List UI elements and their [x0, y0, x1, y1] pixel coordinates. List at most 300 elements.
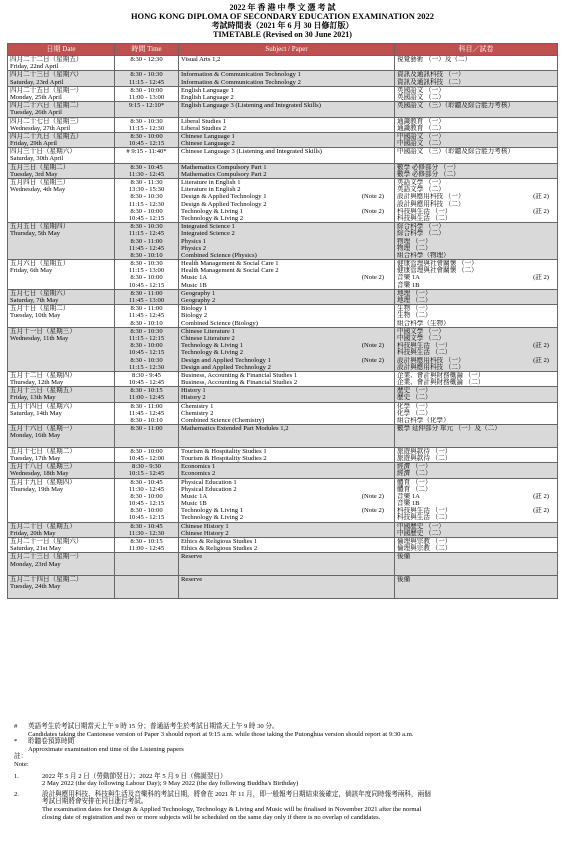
subject-zh-cell: [395, 208, 558, 223]
date-cell-line: Friday, 6th May: [10, 267, 53, 275]
subject-zh-cell-line: 中國語文 （三）（聆聽及綜合能力考核）: [397, 148, 515, 156]
subject-zh-cell-line: 生物 （二）: [397, 312, 432, 320]
time-cell: [115, 538, 179, 553]
time-cell: [115, 289, 179, 304]
date-cell-line: Saturday, 23rd April: [10, 78, 64, 86]
notes-section: [14, 723, 554, 821]
subject-zh-cell-line: 物理 （二）: [397, 244, 432, 252]
subject-zh-cell: [395, 553, 558, 576]
time-cell-line: 8:30 - 10:00: [130, 132, 163, 140]
subject-zh-cell-line: 組合科學（生物）: [397, 319, 450, 327]
time-cell-line: 11:45 - 12:45: [128, 312, 165, 320]
subject-cell-line: Mathematics Extended Part Modules 1,2: [181, 425, 289, 433]
subject-cell-line: Chinese History 2: [181, 529, 229, 537]
note-2-en-1: The examination dates for Design & Applied Technology, Technology & Living and Music will be finalised in November 2021 after the normal: [42, 805, 422, 813]
time-cell: [115, 260, 179, 275]
subject-zh-cell-line: 設計與應用科技 （二）: [397, 363, 465, 371]
time-cell-line: 11:45 - 13:00: [128, 297, 165, 304]
time-cell: [115, 493, 179, 507]
date-cell: [8, 208, 115, 223]
date-cell: [8, 575, 115, 598]
time-cell: [115, 71, 179, 86]
time-cell: [115, 371, 179, 386]
date-cell-line: 五月十日（星期二）: [10, 305, 70, 313]
date-cell-line: Thursday, 12th May: [10, 379, 64, 387]
time-cell-line: 8:30 - 10:10: [130, 251, 163, 259]
time-cell: [115, 208, 179, 223]
subject-zh-cell-line: 設計與應用科技 （一） (註 2): [397, 193, 549, 201]
subject-zh-cell: [395, 193, 558, 207]
date-cell-line: 四月二十五日（星期一）: [10, 86, 83, 94]
subject-zh-cell-line: 科技與生活 （二）: [397, 514, 452, 522]
table-row: [8, 238, 558, 252]
note-1-zh: 2022 年 5 月 2 日（勞動節翌日）；2022 年 5 月 9 日（佛誕翌日）: [42, 772, 227, 780]
table-row: [8, 320, 558, 328]
date-cell-line: Friday, 20th May: [10, 529, 56, 537]
subject-zh-cell-line: 歷史 （二）: [397, 394, 432, 402]
subject-zh-cell: [395, 179, 558, 194]
table-row: [8, 208, 558, 223]
subject-zh-cell-line: 企業、會計與財務概論 （二）: [397, 379, 485, 387]
subject-cell-line: Literature in English 2: [181, 186, 241, 194]
table-row: [8, 148, 558, 163]
subject-zh-cell-line: 中國語文 （一）: [397, 132, 445, 140]
subject-cell-line: Literature in English 1: [181, 179, 241, 186]
date-cell-line: 四月三十日（星期六）: [10, 148, 76, 156]
date-cell: [8, 493, 115, 507]
time-cell-line: 8:30 - 11:00: [130, 289, 163, 297]
subject-cell: [179, 463, 395, 478]
note-1-number: 1.: [14, 772, 19, 780]
subject-cell-line: Liberal Studies 1: [181, 117, 227, 125]
date-cell: [8, 179, 115, 194]
subject-zh-cell: [395, 238, 558, 252]
time-cell-line: 8:30 - 10:10: [130, 417, 163, 424]
subject-zh-cell: [395, 425, 558, 448]
time-cell-line: 11:45 - 12:45: [128, 409, 165, 417]
note-ref-zh: (註 2): [533, 507, 549, 515]
table-row: [8, 305, 558, 320]
time-cell-line: 8:30 - 10:00: [130, 492, 163, 500]
subject-cell-line: Technology & Living 1 (Note 2): [181, 507, 384, 515]
time-cell: [115, 252, 179, 260]
date-cell: [8, 102, 115, 117]
column-header-date: 日期 Date: [8, 44, 115, 56]
date-cell: [8, 522, 115, 537]
subject-zh-cell-line: 英國語文 （三）（聆聽及綜合能力考核）: [397, 102, 515, 110]
table-row: [8, 193, 558, 207]
time-cell-line: 8:30 - 10:45: [130, 163, 163, 171]
date-cell-line: Wednesday, 27th April: [10, 124, 71, 132]
time-cell-line: 8:30 - 11:00: [130, 425, 163, 433]
subject-zh-cell-line: 後備: [397, 575, 411, 583]
subject-zh-cell: [395, 463, 558, 478]
time-cell-line: 8:30 - 9:45: [132, 371, 161, 379]
table-row: [8, 493, 558, 507]
time-cell-line: 8:30 - 10:45: [130, 522, 163, 530]
subject-zh-cell-line: 中國歷史 （二）: [397, 529, 445, 537]
date-cell-line: Saturday, 14th May: [10, 409, 62, 417]
table-row: [8, 478, 558, 493]
subject-cell: [179, 86, 395, 101]
date-cell-line: Friday, 22nd April: [10, 63, 59, 71]
subject-zh-cell-line: 科技與生活 （一） (註 2): [397, 207, 549, 215]
date-cell-line: Tuesday, 10th May: [10, 312, 61, 320]
note-ref-zh: (註 2): [533, 492, 549, 500]
table-row: [8, 86, 558, 101]
subject-zh-cell-line: 中國文學 （一）: [397, 327, 445, 335]
date-cell-line: Wednesday, 4th May: [10, 186, 66, 194]
time-cell: [115, 320, 179, 328]
time-cell-line: 8:30 - 10:00: [130, 86, 163, 94]
date-cell-line: Monday, 23rd May: [10, 560, 61, 568]
subject-zh-cell: [395, 507, 558, 522]
subject-zh-cell-line: 體育 （二）: [397, 485, 432, 493]
subject-cell: [179, 208, 395, 223]
subject-cell-line: Information & Communication Technology 1: [181, 71, 301, 79]
time-cell: [115, 575, 179, 598]
date-cell-line: Saturday, 21st May: [10, 545, 62, 553]
subject-cell-line: Chinese Language 2: [181, 140, 235, 148]
subject-cell-line: History 2: [181, 394, 206, 402]
subject-zh-cell-line: 數學 延伸部分 單元 （一）及（二）: [397, 425, 501, 433]
date-cell-line: 五月十九日（星期四）: [10, 478, 76, 486]
subject-cell-line: Ethics & Religious Studies 1: [181, 538, 258, 545]
table-row: [8, 507, 558, 522]
subject-cell: [179, 223, 395, 238]
subject-zh-cell: [395, 417, 558, 425]
date-cell-line: 四月二十七日（星期三）: [10, 117, 83, 125]
time-cell-line: 8:30 - 10:00: [130, 274, 163, 282]
hash-note-zh: 英語考生於考試日期當天上午 9 時 15 分；普通話考生於考試日期當天上午 9 時 30 分。: [28, 723, 279, 730]
subject-zh-cell: [395, 260, 558, 275]
time-cell: [115, 507, 179, 522]
subject-cell: [179, 522, 395, 537]
table-row: [8, 163, 558, 178]
subject-cell: [179, 342, 395, 356]
column-header-subject: Subject / Paper: [179, 44, 395, 56]
page-header: [0, 0, 565, 39]
time-cell-line: 11:15 - 12:45: [128, 230, 165, 238]
subject-cell-line: Combined Science (Biology): [181, 319, 258, 327]
table-row: [8, 71, 558, 86]
subject-zh-cell-line: 企業、會計與財務概論 （一）: [397, 371, 485, 379]
date-cell-line: Wednesday, 18th May: [10, 470, 69, 478]
date-cell: [8, 148, 115, 163]
subject-cell-line: Health Management & Social Care 2: [181, 267, 279, 275]
date-cell-line: Saturday, 30th April: [10, 155, 64, 163]
time-cell: [115, 117, 179, 132]
subject-cell-line: Chinese Literature 1: [181, 327, 235, 335]
column-header-subject-zh: 科目／試卷: [395, 44, 558, 56]
subject-zh-cell-line: 設計與應用科技 （二）: [397, 200, 465, 208]
subject-zh-cell-line: 設計與應用科技 （一） (註 2): [397, 356, 549, 364]
subject-cell: [179, 252, 395, 260]
table-row: [8, 522, 558, 537]
table-row: [8, 447, 558, 462]
time-cell: [115, 357, 179, 372]
subject-cell-line: Music 1A (Note 2): [181, 274, 384, 282]
subject-zh-cell-line: 化學 （二）: [397, 409, 432, 417]
subject-zh-cell-line: 資訊及通訊科技 （二）: [397, 78, 465, 86]
subject-cell-line: Geography 1: [181, 289, 216, 297]
time-cell: [115, 463, 179, 478]
table-row: [8, 56, 558, 71]
date-cell: [8, 132, 115, 147]
time-cell: [115, 417, 179, 425]
column-header-time: 時間 Time: [115, 44, 179, 56]
time-cell: [115, 522, 179, 537]
subject-cell: [179, 538, 395, 553]
table-row: [8, 575, 558, 598]
subject-zh-cell-line: 通識教育 （一）: [397, 117, 445, 125]
table-row: [8, 402, 558, 417]
date-cell: [8, 538, 115, 553]
subject-zh-cell-line: 英國語文 （二）: [397, 93, 445, 101]
subject-zh-cell: [395, 478, 558, 493]
time-cell: [115, 163, 179, 178]
subject-cell-line: Music 1B: [181, 281, 207, 289]
subject-cell-line: Biology 1: [181, 305, 208, 313]
subject-zh-cell-line: 地理 （一）: [397, 289, 432, 297]
subject-zh-cell-line: 物理 （一）: [397, 237, 432, 245]
note-ref: (Note 2): [361, 342, 384, 350]
date-cell: [8, 289, 115, 304]
subject-cell-line: Physical Education 1: [181, 478, 237, 486]
time-cell-line: 10:45 - 12:15: [128, 349, 165, 357]
time-cell-line: 8:30 - 12:30: [130, 56, 163, 63]
date-cell-line: 五月十四日（星期六）: [10, 402, 76, 410]
subject-zh-cell: [395, 357, 558, 372]
date-cell: [8, 223, 115, 238]
table-row: [8, 117, 558, 132]
date-cell: [8, 327, 115, 342]
date-cell-line: Wednesday, 11th May: [10, 334, 69, 342]
time-cell: [115, 447, 179, 462]
date-cell: [8, 86, 115, 101]
date-cell-line: Saturday, 7th May: [10, 297, 59, 304]
subject-zh-cell: [395, 56, 558, 71]
table-row: [8, 553, 558, 576]
note-ref: (Note 2): [361, 207, 384, 215]
subject-cell: [179, 148, 395, 163]
date-cell-line: 五月十二日（星期四）: [10, 371, 76, 379]
subject-zh-cell-line: 中國歷史 （一）: [397, 522, 445, 530]
subject-cell-line: Tourism & Hospitality Studies 1: [181, 447, 267, 455]
star-note-zh: 聆聽卷預算時間: [28, 738, 75, 746]
time-cell: [115, 193, 179, 207]
subject-cell-line: English Language 3 (Listening and Integrated Skills): [181, 102, 321, 110]
time-cell: [115, 102, 179, 117]
date-cell-line: Thursday, 5th May: [10, 230, 60, 238]
date-cell-line: 五月七日（星期六）: [10, 289, 70, 297]
subject-cell: [179, 327, 395, 342]
notes-label-en: Note:: [14, 760, 29, 768]
title-zh: 2022 年 香 港 中 學 文 憑 考 試: [229, 3, 336, 12]
date-cell-line: 五月三日（星期二）: [10, 163, 70, 171]
subject-zh-cell: [395, 320, 558, 328]
subject-cell-line: Reserve: [181, 553, 203, 561]
table-row: [8, 357, 558, 372]
star-mark: *: [14, 738, 18, 746]
date-cell: [8, 478, 115, 493]
subject-zh-cell-line: 英語文學 （一）: [397, 179, 445, 186]
time-cell: [115, 402, 179, 417]
time-cell: [115, 238, 179, 252]
subject-zh-cell-line: 健康管理與社會關懷 （一）: [397, 260, 478, 268]
subject-cell: [179, 575, 395, 598]
date-cell: [8, 117, 115, 132]
time-cell: [115, 179, 179, 194]
subject-cell: [179, 163, 395, 178]
time-cell: [115, 342, 179, 356]
date-cell: [8, 320, 115, 328]
subject-cell-line: Technology & Living 2: [181, 214, 243, 222]
subject-zh-cell: [395, 252, 558, 260]
subject-zh-cell: [395, 342, 558, 356]
subject-cell-line: Music 1A (Note 2): [181, 492, 384, 500]
subject-cell: [179, 493, 395, 507]
date-cell: [8, 274, 115, 289]
subject-cell: [179, 102, 395, 117]
note-ref: (Note 2): [361, 193, 384, 201]
subject-zh-cell: [395, 289, 558, 304]
notes-label-zh: 註：: [14, 753, 28, 761]
table-row: [8, 252, 558, 260]
subject-zh-cell-line: 體育 （一）: [397, 478, 432, 486]
subject-zh-cell: [395, 575, 558, 598]
subject-zh-cell-line: 組合科學（物理）: [397, 251, 450, 259]
subject-zh-cell-line: 音樂 1A (註 2): [397, 274, 549, 282]
time-cell-line: 10:45 - 12:45: [128, 379, 165, 387]
subject-cell-line: Integrated Science 1: [181, 223, 235, 231]
subject-cell: [179, 238, 395, 252]
date-cell-line: 五月六日（星期五）: [10, 260, 70, 268]
subtitle-en: TIMETABLE (Revised on 30 June 2021): [213, 30, 352, 39]
time-cell-line: 8:30 - 9:30: [132, 463, 161, 471]
date-cell: [8, 56, 115, 71]
table-row: [8, 463, 558, 478]
hash-mark: #: [14, 723, 18, 730]
subject-zh-cell-line: 倫理與宗教 （一）: [397, 538, 452, 545]
time-cell-line: 10:45 - 12:15: [128, 281, 165, 289]
date-cell: [8, 553, 115, 576]
table-row: [8, 289, 558, 304]
date-cell-line: Tuesday, 17th May: [10, 454, 61, 462]
subject-zh-cell: [395, 327, 558, 342]
subject-cell: [179, 260, 395, 275]
note-ref: (Note 2): [361, 356, 384, 364]
subject-zh-cell: [395, 387, 558, 402]
date-cell: [8, 387, 115, 402]
time-cell-line: 11:30 - 12:45: [128, 170, 165, 178]
time-cell-line: 11:15 - 12:45: [128, 78, 165, 86]
date-cell-line: 四月二十三日（星期六）: [10, 71, 83, 79]
subject-zh-cell: [395, 493, 558, 507]
note-ref-zh: (註 2): [533, 342, 549, 350]
star-note-en: Approximate examination end time of the Listening papers: [28, 745, 184, 753]
time-cell-line: 10:45 - 12:15: [128, 140, 165, 148]
time-cell-line: 11:30 - 12:30: [128, 529, 165, 537]
date-cell: [8, 507, 115, 522]
date-cell-line: 五月二十四日（星期二）: [10, 575, 83, 583]
date-cell-line: 五月十三日（星期五）: [10, 387, 76, 395]
subject-zh-cell-line: 英語文學 （二）: [397, 186, 445, 194]
subject-zh-cell: [395, 522, 558, 537]
table-row: [8, 274, 558, 289]
subject-zh-cell-line: 英國語文 （一）: [397, 86, 445, 94]
subject-zh-cell: [395, 163, 558, 178]
subject-zh-cell-line: 經濟 （一）: [397, 463, 432, 471]
date-cell-line: 四月二十二日（星期五）: [10, 56, 83, 63]
time-cell-line: 8:30 - 10:00: [130, 507, 163, 515]
subject-zh-cell: [395, 71, 558, 86]
date-cell-line: Monday, 25th April: [10, 93, 62, 101]
time-cell-line: 11:45 - 12:45: [128, 244, 165, 252]
subject-cell-line: Design and Applied Technology 2: [181, 363, 271, 371]
subject-zh-cell-line: 音樂 1A (註 2): [397, 492, 549, 500]
table-row: [8, 179, 558, 194]
time-cell-line: [117, 553, 176, 560]
subtitle-zh: 考試時間表（2021 年 6 月 30 日修訂版）: [211, 21, 354, 30]
subject-zh-cell-line: 歷史 （一）: [397, 387, 432, 395]
time-cell-line: 8:30 - 10:30: [130, 193, 163, 201]
table-row: [8, 102, 558, 117]
date-cell-line: 五月十八日（星期三）: [10, 463, 76, 471]
time-cell: [115, 148, 179, 163]
date-cell: [8, 402, 115, 417]
date-cell-line: 四月二十九日（星期五）: [10, 132, 83, 140]
time-cell-line: 8:30 - 10:30: [130, 260, 163, 268]
subject-zh-cell-line: 資訊及通訊科技 （一）: [397, 71, 465, 79]
table-row: [8, 260, 558, 275]
time-cell-line: 8:30 - 10:30: [130, 223, 163, 231]
subject-cell: [179, 553, 395, 576]
subject-cell: [179, 371, 395, 386]
subject-cell-line: Biology 2: [181, 312, 208, 320]
note-ref: (Note 2): [361, 492, 384, 500]
table-row: [8, 371, 558, 386]
date-cell-line: Tuesday, 24th May: [10, 583, 61, 591]
date-cell-line: 五月二十日（星期五）: [10, 522, 76, 530]
time-cell-line: 8:30 - 11:30: [130, 179, 163, 186]
subject-cell-line: Chinese Language 3 (Listening and Integrated Skills): [181, 148, 322, 156]
subject-zh-cell-line: 科技與生活 （二）: [397, 214, 452, 222]
subject-zh-cell-line: 地理 （二）: [397, 297, 432, 304]
time-cell-line: 8:30 - 10:15: [130, 538, 163, 545]
subject-cell-line: Music 1B: [181, 500, 207, 508]
date-cell: [8, 342, 115, 356]
subject-cell-line: Chemistry 2: [181, 409, 214, 417]
subject-zh-cell-line: 健康管理與社會關懷 （二）: [397, 267, 478, 275]
subject-cell: [179, 71, 395, 86]
subject-cell: [179, 117, 395, 132]
subject-zh-cell-line: 科技與生活 （二）: [397, 349, 452, 357]
subject-cell-line: Combined Science (Chemistry): [181, 417, 265, 424]
time-cell: [115, 56, 179, 71]
time-cell-line: 8:30 - 11:00: [130, 305, 163, 313]
time-cell: [115, 478, 179, 493]
time-cell: [115, 425, 179, 448]
date-cell: [8, 252, 115, 260]
subject-cell-line: Physical Education 2: [181, 485, 237, 493]
table-row: [8, 327, 558, 342]
time-cell: [115, 274, 179, 289]
subject-zh-cell-line: 綜合科學 （一）: [397, 223, 445, 231]
date-cell-line: Thursday, 19th May: [10, 485, 64, 493]
date-cell-line: Monday, 16th May: [10, 432, 61, 440]
subject-zh-cell-line: 視覺藝術 （一）及（二）: [397, 56, 472, 63]
